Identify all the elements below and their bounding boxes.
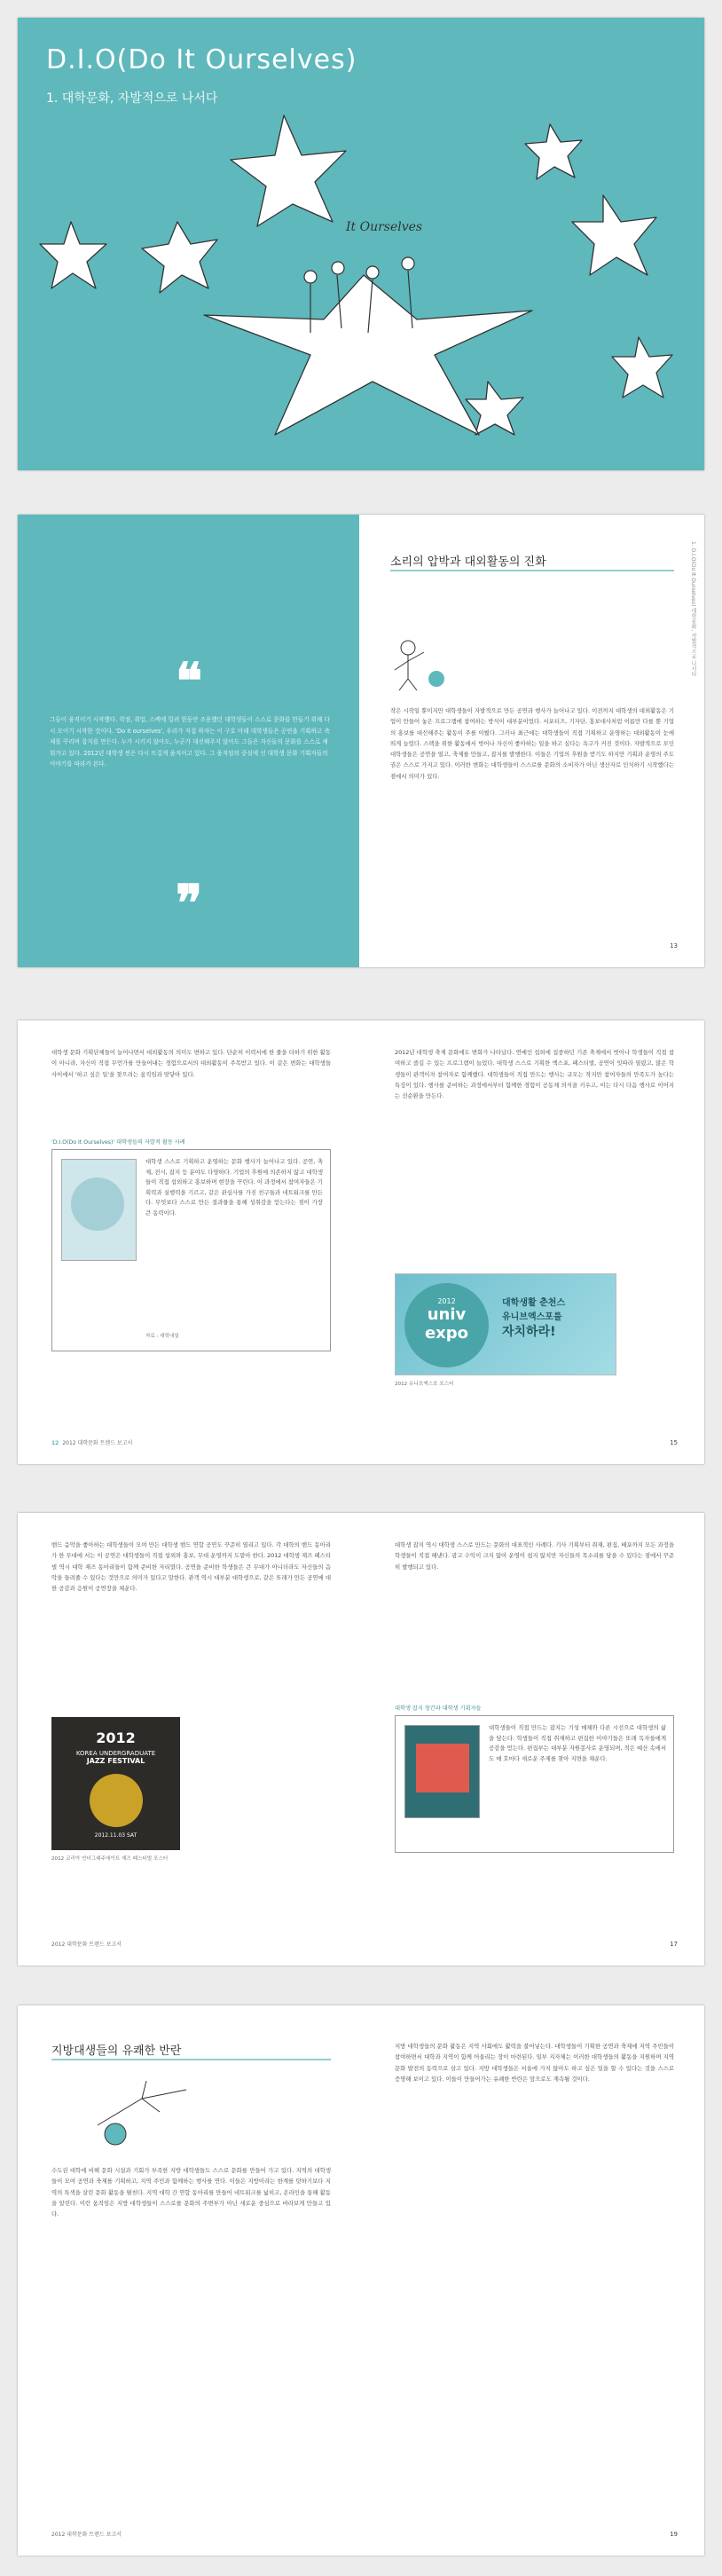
section-title: 소리의 압박과 대외활동의 진화 [390, 555, 546, 569]
jazz-graphic [90, 1774, 143, 1827]
jazz-poster [51, 1717, 180, 1850]
expo-word-expo: expo [424, 1324, 469, 1343]
globe-illustration [89, 2072, 195, 2152]
illustration-caption: It Ourselves [346, 220, 423, 234]
cover-spread [18, 18, 704, 470]
expo-slogan-line: 자치하라! [502, 1325, 556, 1339]
section-title: 지방대생들의 유쾌한 반란 [51, 2044, 182, 2058]
star-shape [40, 222, 106, 288]
star-shape [612, 337, 672, 398]
expo-year: 2012 [437, 1297, 456, 1305]
open-quote-icon: ❝ [176, 652, 203, 711]
poster-graphic [71, 1178, 124, 1231]
jazz-caption: 2012 코리아 언더그래주에이트 재즈 페스티벌 포스터 [51, 1856, 169, 1862]
page-number-right: 15 [670, 1439, 678, 1446]
expo-poster [395, 1273, 616, 1375]
expo-badge [404, 1283, 489, 1367]
body-text-left: 밴드 음악을 좋아하는 대학생들이 모여 만든 대학생 밴드 연합 공연도 꾸준히 열리고 있다. 각 대학의 밴드 동아리가 한 무대에 서는 이 공연은 대학생들이 직접 섭외와 홍보, 무대 운영까지 도맡아 한다. 2012 대학생 재즈 페스티벌 역시 대학 재즈 동아리들이 함께 준비한 자리였다. 공연을 준비한 학생들은 큰 무대가 아니더라도 자신들의 음악을 들려줄 수 있다는 것만으로 의미가 있다고 말한다. 관객 역시 대부분 대학생으로, 같은 또래가 만든 공연에 대한 공감과 응원이 공연장을 채운다. [51, 1541, 331, 1593]
body-text-left: 대학생 문화 기획단체들이 늘어나면서 대외활동의 의미도 변하고 있다. 단순히 이력서에 한 줄을 더하기 위한 활동이 아니라, 자신이 직접 무언가를 만들어내는 경험으로서의 대외활동이 주목받고 있다. 이 같은 변화는 대학생들 사이에서 '하고 싶은 일'을 찾으려는 움직임과 맞닿아 있다. [51, 1049, 331, 1078]
star-shape [572, 195, 656, 275]
star-shape [525, 124, 582, 179]
magazine-box [395, 1715, 674, 1853]
expo-slogan [502, 1296, 565, 1339]
box-heading: 'D.I.O(Do It Ourselves)' 대학생들의 자발적 활동 사례 [51, 1139, 185, 1146]
footer-title: 2012 대학문화 트렌드 보고서 [62, 1440, 133, 1446]
footer-left [51, 1438, 132, 1446]
chapter-side-tab: 1. D.I.O(Do It Ourselves) 대학문화, 자발적으로 나서다 [690, 541, 696, 677]
spread-page-18-19 [18, 2005, 704, 2556]
close-quote-icon: ❞ [176, 874, 203, 933]
box-text: 대학생들이 직접 만드는 잡지는 기성 매체와 다른 시선으로 대학생의 삶을 담는다. 학생들이 직접 취재하고 편집한 이야기들은 또래 독자들에게 공감을 얻는다. 편집부는 대부분 자원봉사로 운영되며, 적은 예산 속에서도 매 호마다 새로운 주제를 찾아 지면을 채운다. [489, 1724, 666, 1762]
spread-page-14-15 [18, 1020, 704, 1464]
body-text-right: 2012년 대학생 축제 문화에도 변화가 나타났다. 연예인 섭외에 집중하던 기존 축제에서 벗어나 학생들이 직접 참여하고 즐길 수 있는 프로그램이 늘었다. 대학생 스스로 기획한 엑스포, 페스티벌, 공연이 잇따라 열렸고, 많은 학생들이 관객이자 참여자로 함께했다. 대학생들이 직접 만드는 행사는 규모는 작지만 참여자들의 만족도가 높다는 특징이 있다. 행사를 준비하는 과정에서부터 함께한 경험이 공동체 의식을 키우고, 이는 다시 다음 행사로 이어지는 선순환을 만든다. [395, 1049, 674, 1100]
expo-caption: 2012 유니브엑스포 포스터 [395, 1382, 454, 1387]
body-text: 작은 시작일 뿐이지만 대학생들이 자발적으로 만든 공연과 행사가 늘어나고 있다. 이전까지 대학생의 대외활동은 기업이 만들어 놓은 프로그램에 참여하는 방식이 대부분이었다. 서포터즈, 기자단, 홍보대사처럼 이름만 다를 뿐 기업의 홍보를 대신해주는 활동이 주를 이뤘다. 그러나 최근에는 대학생들이 직접 기획하고 운영하는 대외활동이 눈에 띄게 늘었다. 스펙을 위한 활동에서 벗어나 자신이 좋아하는 일을 하고 싶다는 욕구가 커진 것이다. 자발적으로 모인 대학생들은 공연을 열고, 축제를 만들고, 잡지를 발행한다. 이들은 기업의 후원을 받기도 하지만 기획과 운영의 주도권은 스스로 가지고 있다. 이러한 변화는 대학생들이 스스로를 문화의 소비자가 아닌 생산자로 인식하기 시작했다는 점에서 의미가 있다. [390, 707, 674, 780]
page-number: 13 [670, 942, 678, 949]
magazine-cover-graphic [416, 1744, 469, 1792]
expo-slogan-line: 유니브엑스포를 [502, 1312, 562, 1322]
page-number-right: 19 [670, 2531, 678, 2538]
spread-page-16-17 [18, 1513, 704, 1965]
body-text-right: 지방 대학생들의 문화 활동은 지역 사회에도 활력을 불어넣는다. 대학생들이 기획한 공연과 축제에 지역 주민들이 참여하면서 대학과 지역이 함께 어울리는 장이 마련된다. 일부 지자체는 이러한 대학생들의 활동을 지원하며 지역 문화 발전의 동력으로 삼고 있다. 지방 대학생들은 서울에 가지 않아도 하고 싶은 일을 할 수 있다는 것을 스스로 증명해 보이고 있다. 이들이 만들어가는 유쾌한 반란은 앞으로도 계속될 것이다. [395, 2043, 674, 2083]
quote-panel [18, 515, 359, 967]
body-text-right: 대학생 잡지 역시 대학생 스스로 만드는 문화의 대표적인 사례다. 기사 기획부터 취재, 편집, 배포까지 모든 과정을 학생들이 직접 해낸다. 광고 수익이 크지 않아 운영이 쉽지 않지만 자신들의 목소리를 담을 수 있다는 점에서 꾸준히 발행되고 있다. [395, 1541, 674, 1571]
case-poster-image [61, 1159, 137, 1261]
case-box [51, 1149, 331, 1351]
page-number-right: 17 [670, 1941, 678, 1948]
jazz-title-line: KOREA UNDERGRADUATE [75, 1750, 156, 1757]
cover-subtitle: 1. 대학문화, 자발적으로 나서다 [46, 91, 218, 106]
stars-illustration [18, 18, 704, 470]
expo-slogan-line: 대학생활 춘천스 [502, 1298, 566, 1308]
body-text-left: 수도권 대학에 비해 문화 시설과 기회가 부족한 지방 대학생들도 스스로 문화를 만들어 가고 있다. 지역의 대학생들이 모여 공연과 축제를 기획하고, 지역 주민과 함께하는 행사를 연다. 이들은 지방이라는 한계를 탓하기보다 지역의 특색을 살린 문화 활동을 펼친다. 지역 대학 간 연합 동아리를 만들어 네트워크를 넓히고, 온라인을 통해 활동을 알린다. 이런 움직임은 지방 대학생들이 스스로를 문화의 주변부가 아닌 새로운 중심으로 바라보게 만들고 있다. [51, 2167, 331, 2218]
box-text: 대학생 스스로 기획하고 운영하는 문화 행사가 늘어나고 있다. 공연, 축제, 전시, 잡지 등 분야도 다양하다. 기업의 후원에 의존하지 않고 대학생들이 직접 섭외하고 홍보하며 현장을 꾸린다. 이 과정에서 참여자들은 기획력과 실행력을 기르고, 같은 관심사를 가진 친구들과 네트워크를 만든다. 무엇보다 스스로 만든 결과물을 통해 성취감을 얻는다는 점이 가장 큰 동력이다. [145, 1158, 323, 1217]
title-rule [390, 570, 674, 571]
jazz-date: 2012.11.03 SAT [94, 1832, 137, 1839]
box-heading: 대학생 잡지 창간과 대학생 기획자들 [395, 1706, 482, 1712]
spread-page-12-13 [18, 515, 704, 967]
magazine-cover-image [404, 1725, 480, 1818]
star-shape [231, 115, 346, 226]
jazz-year: 2012 [96, 1729, 136, 1746]
jazz-title-line: JAZZ FESTIVAL [86, 1757, 145, 1765]
right-page [359, 515, 704, 967]
title-rule [51, 2059, 331, 2060]
footer-chapter-number: 12 [51, 1440, 59, 1446]
footer-left: 2012 대학문화 트렌드 보고서 [51, 2532, 122, 2538]
quote-text: 그들이 움직이기 시작했다. 학점, 취업, 스펙에 밀려 한동안 조용했던 대학생들이 스스로 문화를 만들기 위해 다시 모이기 시작한 것이다. 'Do it ourselves', 우리가 직접 하자는 이 구호 아래 대학생들은 공연을 기획하고 축제를 꾸리며 잡지를 만든다. 누가 시키지 않아도, 누군가 대신해주지 않아도 그들은 자신들의 문화를 스스로 채워가고 있다. 2012년 대학생 씬은 다시 뜨겁게 움직이고 있다. 그 움직임의 중심에 선 대학생 문화 기획자들의 이야기를 따라가 본다. [50, 716, 330, 768]
expo-word-univ: univ [427, 1305, 467, 1324]
star-shape [142, 222, 217, 293]
box-source: 자료 : 대학내일 [145, 1334, 179, 1339]
footer-left: 2012 대학문화 트렌드 보고서 [51, 1942, 122, 1948]
cover-title: D.I.O(Do It Ourselves) [46, 44, 357, 75]
figure-illustration [390, 630, 452, 692]
